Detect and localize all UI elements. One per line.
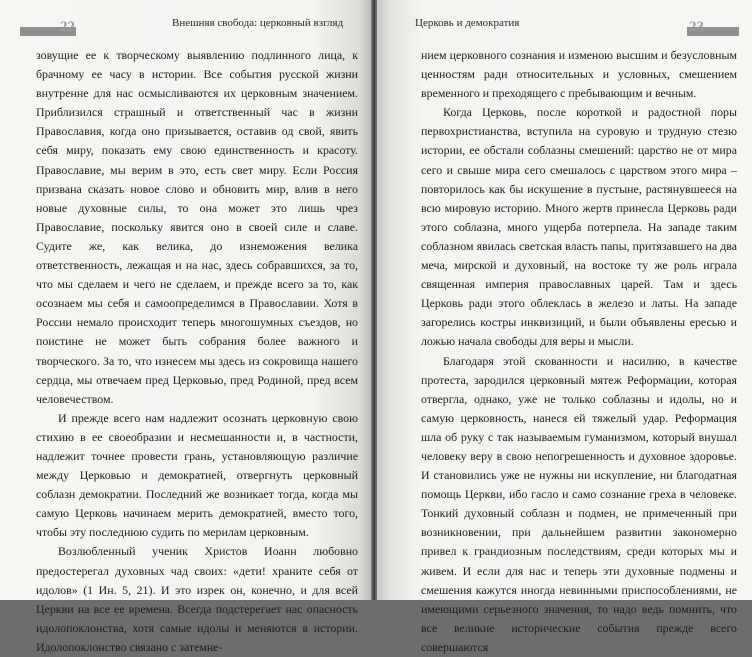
body-text: [421, 46, 737, 657]
body-text: [36, 46, 358, 657]
left-page: [0, 0, 371, 600]
paragraph: Когда Церковь, после короткой и радостной поры первохристианства, вступила на суровую и трудную стезю истории, ее обстали соблазны смешений: царство не от мира сего и свыше мира сего смешалось с царством этого мира – повторилось как бы искушение в пустыне, растянувшееся на всю мировую историю. Много жертв принесла Церковь ради этого соблазна, много ущерба потерпела. На западе таким соблазном явилась светская власть папы, притязавшего на два меча, мирской и духовный, на востоке ту же роль играла священная империя православных царей. Там и здесь Церковь ради этого облеклась в железо и латы. На западе загорелись костры инквизиций, и были объявлены ересью и ложью начала свободы для веры и мысли.: [421, 103, 737, 351]
running-head: Внешняя свобода: церковный взгляд: [172, 17, 343, 29]
right-page: [377, 0, 752, 600]
page-number: 22: [60, 19, 75, 36]
running-head: Церковь и демократия: [415, 17, 519, 29]
paragraph: нием церковного сознания и изменою высшим и безусловным ценностям ради относительных и условных, смешением временного и преходящего с пребывающим и вечным.: [421, 46, 737, 103]
page-number: 23: [689, 19, 704, 36]
paragraph: Возлюбленный ученик Христов Иоанн любовно предостерегал духовных чад своих: «дети! храните себя от идолов» (1 Ин. 5, 21). И это изрек он, конечно, и для всей Церкви на все ее времена. Всегда подстерегает нас опасность идолопоклонства, хотя самые идолы и меняются в истории. Идолопоклонство связано с затемне-: [36, 542, 358, 657]
paragraph: И прежде всего нам надлежит осознать церковную свою стихию в ее своеобразии и несмешанности и, в частности, надлежит точнее провести грань, установляющую различие между Церковью и демократией, отвергнуть церковный соблазн демократии. Последний же возникает тогда, когда мы самую Церковь начинаем мерить демократией, вместо того, чтобы эту последнюю судить по мерилам церковным.: [36, 409, 358, 543]
paragraph: Благодаря этой скованности и насилию, в качестве протеста, зародился церковный мятеж Реформации, которая отвергла, однако, уже не только соблазны и идолы, но и самую церковность, нанеся ей тяжелый удар. Реформация шла об руку с так называемым гуманизмом, который внушал человеку веру в свою непогрешенность и духовное здоровье. И становились уже не нужны ни искупление, ни благодатная помощь Церкви, ибо гасло и само сознание греха в человеке. Тонкий духовный соблазн и подмен, не примеченный при возникновении, при дальнейшем развитии закономерно привел к грандиозным последствиям, среди которых мы и живем. И если для нас и теперь эти духовные подмены и смешения кажутся иногда невинными приспособлениями, не имеющими серьезного значения, то надо ведь помнить, что все великие исторические события прежде всего совершаются: [421, 352, 737, 657]
paragraph: зовущие ее к творческому выявлению подлинного лица, к брачному ее часу в истории. Все события русской жизни внутренне для нас осмысливаются их церковным значением. Приблизился страшный и ответственный час в жизни Православия, когда оно призывается, оставив од свой, явить себя миру, показать ему свою единственность и красоту. Православие, мы верим в это, есть свет миру. Если Россия призвана сказать новое слово и обновить мир, влив в него новые духовные силы, то она может это лишь чрез Православие, поскольку явится оно в своей силе и славе. Судите же, как велика, до изнеможения велика ответственность, лежащая и на нас, здесь собравшихся, за то, что мы сделаем и чего не сделаем, и прежде всего за то, как осознаем мы себя и самоопределимся в Православии. Хотя в России немало происходит теперь многошумных съездов, но поистине не может быть собрания более важного и творческого. За то, что изнесем мы здесь из сокровища нашего сердца, мы отвечаем пред Церковью, пред Родиной, пред всем человечеством.: [36, 46, 358, 409]
